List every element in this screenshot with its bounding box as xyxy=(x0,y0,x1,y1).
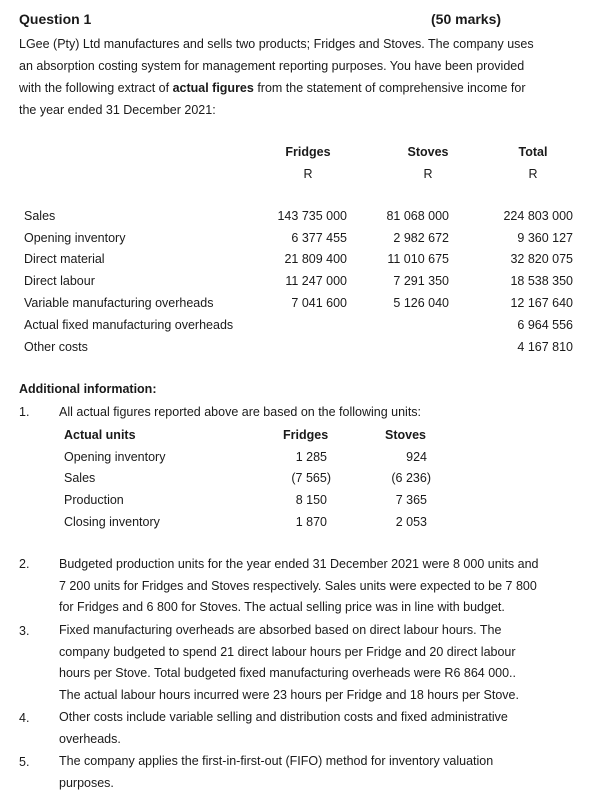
question-marks: (50 marks) xyxy=(431,11,502,27)
column-header-fridges: Fridges xyxy=(285,145,331,159)
intro-line: an absorption costing system for management reporting purposes. You have been provided xyxy=(19,59,525,73)
column-header-total: Total xyxy=(518,145,548,159)
units-cell-fridges: (7 565) xyxy=(291,471,331,485)
table-cell-total: 224 803 000 xyxy=(503,209,573,223)
list-item-text: All actual figures reported above are based on the following units: xyxy=(59,405,422,419)
intro-line: LGee (Pty) Ltd manufactures and sells two products; Fridges and Stoves. The company uses xyxy=(19,37,534,51)
intro-bold-text: actual figures xyxy=(172,81,254,95)
column-unit-stoves: R xyxy=(423,167,433,181)
column-header-stoves: Stoves xyxy=(407,145,449,159)
table-cell-fridges: 143 735 000 xyxy=(277,209,347,223)
table-cell-total: 6 964 556 xyxy=(517,318,573,332)
units-header-fridges: Fridges xyxy=(283,428,329,442)
list-item-line: The actual labour hours incurred were 23 hours per Fridge and 18 hours per Stove. xyxy=(59,687,519,702)
table-cell-fridges: 6 377 455 xyxy=(291,231,347,245)
units-cell-fridges: 1 285 xyxy=(295,450,327,464)
intro-text: from the statement of comprehensive income for xyxy=(257,81,526,95)
column-unit-fridges: R xyxy=(303,167,313,181)
table-cell-stoves: 5 126 040 xyxy=(393,296,449,310)
list-item-line: purposes. xyxy=(59,775,114,790)
list-item-line: Budgeted production units for the year ended 31 December 2021 were 8 000 units and xyxy=(59,557,539,571)
units-header-stoves: Stoves xyxy=(385,428,426,442)
list-item-text xyxy=(59,707,537,750)
table-row-label: Sales xyxy=(24,209,56,223)
units-cell-stoves: 7 365 xyxy=(395,493,427,507)
units-header-label: Actual units xyxy=(64,428,136,442)
list-item-line: Other costs include variable selling and distribution costs and fixed administrative xyxy=(59,710,508,724)
list-item-line: hours per Stove. Total budgeted fixed manufacturing overheads were R6 864 000.. xyxy=(59,666,517,680)
units-cell-stoves: (6 236) xyxy=(391,471,431,485)
list-number: 1. xyxy=(19,405,30,419)
intro-paragraph xyxy=(19,33,539,121)
question-title: Question 1 xyxy=(19,11,92,27)
table-cell-fridges: 21 809 400 xyxy=(284,252,347,266)
table-cell-total: 18 538 350 xyxy=(510,274,573,288)
list-number: 3. xyxy=(19,624,30,638)
units-row-label: Opening inventory xyxy=(64,450,166,464)
intro-line: the year ended 31 December 2021: xyxy=(19,103,216,117)
table-cell-total: 4 167 810 xyxy=(517,340,573,354)
table-cell-stoves: 11 010 675 xyxy=(387,252,449,266)
list-item-line: overheads. xyxy=(59,731,121,746)
intro-text: with the following extract of xyxy=(19,81,170,95)
table-row-label: Variable manufacturing overheads xyxy=(24,296,214,310)
list-item-line: company budgeted to spend 21 direct labour hours per Fridge and 20 direct labour xyxy=(59,644,516,659)
table-cell-total: 32 820 075 xyxy=(510,252,573,266)
column-unit-total: R xyxy=(528,167,538,181)
table-cell-fridges: 7 041 600 xyxy=(291,296,347,310)
intro-line xyxy=(19,77,539,99)
units-row-label: Production xyxy=(64,493,124,507)
list-number: 5. xyxy=(19,755,30,769)
table-row-label: Other costs xyxy=(24,340,88,354)
table-row-label: Direct material xyxy=(24,252,105,266)
table-cell-total: 12 167 640 xyxy=(510,296,573,310)
list-number: 2. xyxy=(19,557,30,571)
list-item-line: for Fridges and 6 800 for Stoves. The actual selling price was in line with budget. xyxy=(59,600,505,614)
table-cell-total: 9 360 127 xyxy=(517,231,573,245)
units-row-label: Sales xyxy=(64,471,96,485)
table-cell-fridges: 11 247 000 xyxy=(285,274,347,288)
units-row-label: Closing inventory xyxy=(64,515,160,529)
table-row-label: Direct labour xyxy=(24,274,95,288)
table-cell-stoves: 7 291 350 xyxy=(393,274,449,288)
table-cell-stoves: 81 068 000 xyxy=(386,209,449,223)
table-row-label: Actual fixed manufacturing overheads xyxy=(24,318,234,332)
units-cell-stoves: 2 053 xyxy=(395,515,427,529)
additional-info-title: Additional information: xyxy=(19,382,157,396)
units-cell-stoves: 924 xyxy=(406,450,427,464)
list-item-text xyxy=(59,620,537,706)
list-item-text xyxy=(59,554,537,619)
units-cell-fridges: 8 150 xyxy=(295,493,327,507)
units-cell-fridges: 1 870 xyxy=(295,515,327,529)
list-item-line: The company applies the first-in-first-out (FIFO) method for inventory valuation xyxy=(59,754,494,768)
table-cell-stoves: 2 982 672 xyxy=(393,231,449,245)
list-item-line: Fixed manufacturing overheads are absorbed based on direct labour hours. The xyxy=(59,623,502,637)
list-item-text xyxy=(59,751,537,794)
list-item-line: 7 200 units for Fridges and Stoves respectively. Sales units were expected to be 7 800 xyxy=(59,578,537,593)
list-number: 4. xyxy=(19,711,30,725)
table-row-label: Opening inventory xyxy=(24,231,126,245)
